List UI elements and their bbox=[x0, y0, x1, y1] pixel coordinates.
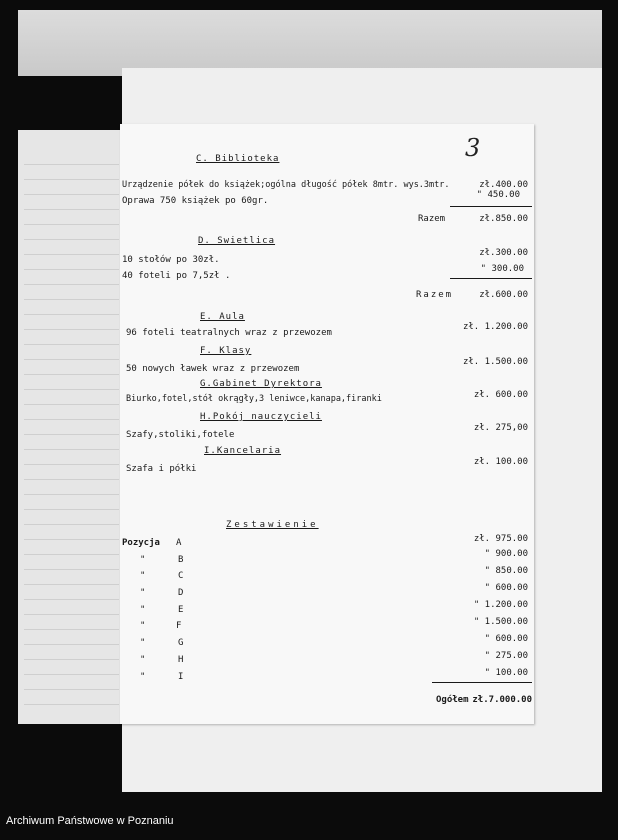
summary-letter: H bbox=[178, 655, 184, 665]
section-c-line2: Oprawa 750 książek po 60gr. bbox=[122, 196, 269, 206]
section-f-line1: 50 nowych ławek wraz z przewozem bbox=[126, 364, 300, 374]
section-d-line2: 40 foteli po 7,5zł . bbox=[122, 271, 231, 281]
summary-letter: A bbox=[176, 538, 182, 548]
summary-prefix: " bbox=[140, 621, 146, 631]
section-h-amount1: zł. 275,00 bbox=[473, 423, 528, 433]
summary-prefix: " bbox=[140, 605, 146, 615]
summary-total-label: Ogółem bbox=[436, 695, 469, 705]
summary-total: zł.7.000.00 bbox=[472, 695, 532, 705]
section-c-total-label: Razem bbox=[418, 214, 446, 224]
section-i-title: I.Kancelaria bbox=[204, 446, 282, 456]
background-sheet-left-text bbox=[24, 150, 119, 710]
section-h-line1: Szafy,stoliki,fotele bbox=[126, 430, 235, 440]
summary-prefix: " bbox=[140, 672, 146, 682]
summary-letter: C bbox=[178, 571, 184, 581]
summary-amount: " 1.500.00 bbox=[473, 617, 528, 627]
summary-letter: G bbox=[178, 638, 184, 648]
summary-prefix: " bbox=[140, 588, 146, 598]
archive-footer: Archiwum Państwowe w Poznaniu bbox=[6, 815, 174, 827]
section-i-amount1: zł. 100.00 bbox=[473, 457, 528, 467]
section-g-title: G.Gabinet Dyrektora bbox=[200, 379, 322, 389]
summary-title: Zestawienie bbox=[226, 520, 319, 530]
summary-prefix: " bbox=[140, 655, 146, 665]
section-c-rule bbox=[450, 206, 532, 207]
section-c-title: C. Biblioteka bbox=[196, 154, 280, 164]
section-d-total: zł.600.00 bbox=[479, 290, 528, 300]
summary-amount: " 900.00 bbox=[484, 549, 528, 559]
section-g-amount1: zł. 600.00 bbox=[473, 390, 528, 400]
summary-amount: " 1.200.00 bbox=[473, 600, 528, 610]
summary-prefix: " bbox=[140, 571, 146, 581]
background-sheet-top bbox=[18, 10, 602, 76]
section-c-amount1: zł.400.00 bbox=[479, 180, 528, 190]
section-f-amount1: zł. 1.500.00 bbox=[462, 357, 528, 367]
section-c-amount2: " 450.00 bbox=[476, 190, 520, 200]
section-d-total-label: Razem bbox=[416, 290, 454, 300]
summary-amount: zł. 975.00 bbox=[473, 534, 528, 544]
section-c-total: zł.850.00 bbox=[479, 214, 528, 224]
summary-amount: " 100.00 bbox=[484, 668, 528, 678]
summary-prefix: " bbox=[140, 555, 146, 565]
section-d-title: D. Swietlica bbox=[198, 236, 276, 246]
section-c-line1: Urządzenie półek do książek;ogólna długość półek 8mtr. wys.3mtr. bbox=[122, 180, 450, 190]
document-page bbox=[120, 124, 534, 724]
page-number: 3 bbox=[465, 134, 481, 162]
section-h-title: H.Pokój nauczycieli bbox=[200, 412, 322, 422]
section-d-amount1: zł.300.00 bbox=[479, 248, 528, 258]
summary-letter: D bbox=[178, 588, 184, 598]
section-d-rule bbox=[450, 278, 532, 279]
summary-rule bbox=[432, 682, 532, 683]
section-f-title: F. Klasy bbox=[200, 346, 252, 356]
summary-amount: " 600.00 bbox=[484, 634, 528, 644]
section-d-line1: 10 stołów po 30zł. bbox=[122, 255, 220, 265]
summary-amount: " 850.00 bbox=[484, 566, 528, 576]
summary-letter: E bbox=[178, 605, 184, 615]
summary-amount: " 275.00 bbox=[484, 651, 528, 661]
summary-letter: I bbox=[178, 672, 184, 682]
summary-amount: " 600.00 bbox=[484, 583, 528, 593]
section-e-line1: 96 foteli teatralnych wraz z przewozem bbox=[126, 328, 332, 338]
summary-letter: B bbox=[178, 555, 184, 565]
section-e-amount1: zł. 1.200.00 bbox=[462, 322, 528, 332]
section-d-amount2: " 300.00 bbox=[480, 264, 524, 274]
summary-prefix: " bbox=[140, 638, 146, 648]
summary-letter: F bbox=[176, 621, 182, 631]
section-g-line1: Biurko,fotel,stół okrągły,3 leniwce,kanapa,firanki bbox=[126, 394, 382, 404]
section-e-title: E. Aula bbox=[200, 312, 245, 322]
section-i-line1: Szafa i półki bbox=[126, 464, 197, 474]
summary-header: Pozycja bbox=[122, 538, 160, 548]
